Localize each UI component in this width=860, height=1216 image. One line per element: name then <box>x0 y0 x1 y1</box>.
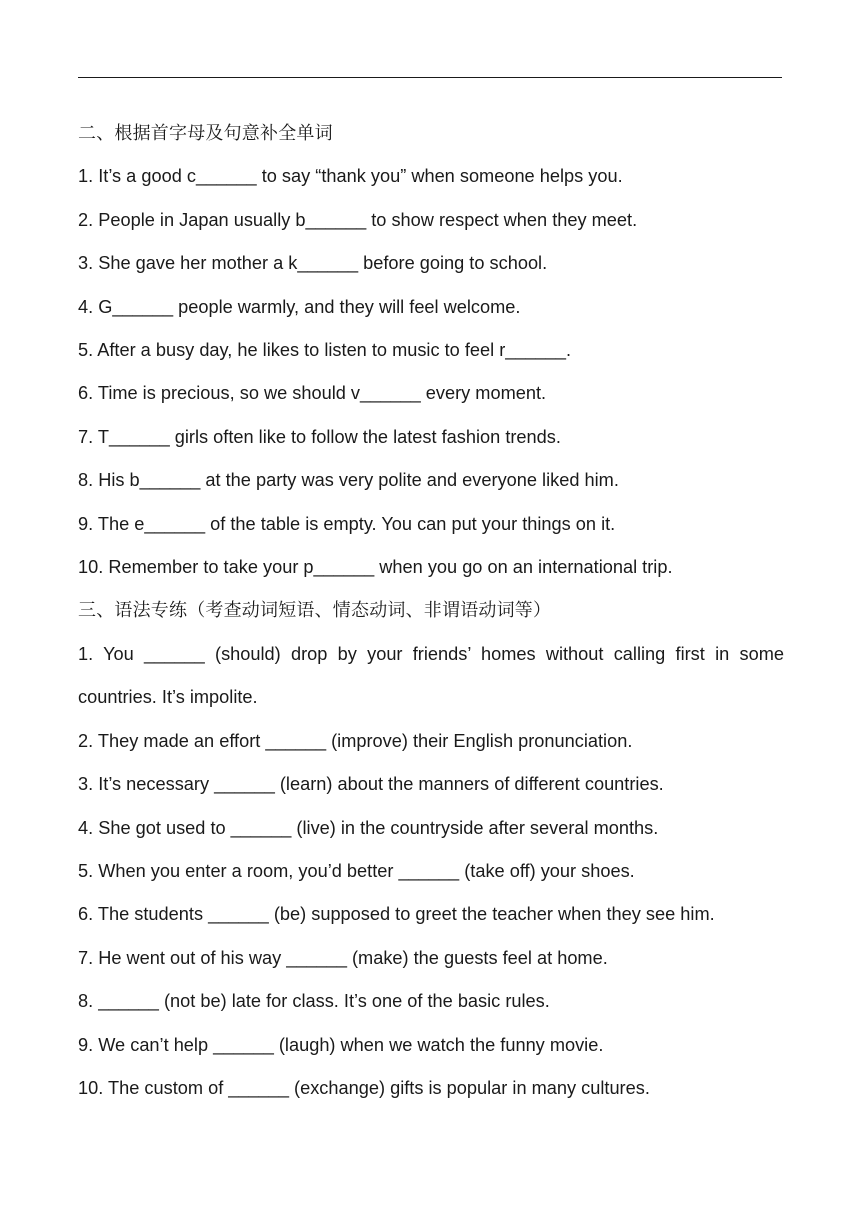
section-3-item-2: 2. They made an effort ______ (improve) their English pronunciation. <box>78 730 633 751</box>
section-3-item-7: 7. He went out of his way ______ (make) the guests feel at home. <box>78 947 608 968</box>
section-2-item-7: 7. T______ girls often like to follow the latest fashion trends. <box>78 426 561 447</box>
section-3-item-4: 4. She got used to ______ (live) in the countryside after several months. <box>78 817 659 838</box>
section-3-item-5: 5. When you enter a room, you’d better ______ (take off) your shoes. <box>78 860 635 881</box>
section-2-item-10: 10. Remember to take your p______ when you go on an international trip. <box>78 557 673 578</box>
document-body <box>78 112 784 1110</box>
section-3-item-10: 10. The custom of ______ (exchange) gifts is popular in many cultures. <box>78 1077 650 1098</box>
section-2-item-9: 9. The e______ of the table is empty. You can put your things on it. <box>78 513 616 534</box>
section-3-item-3: 3. It’s necessary ______ (learn) about the manners of different countries. <box>78 774 664 795</box>
section-2-item-3: 3. She gave her mother a k______ before going to school. <box>78 253 548 274</box>
section-2-title: 二、根据首字母及句意补全单词 <box>78 123 333 144</box>
section-3-item-6: 6. The students ______ (be) supposed to greet the teacher when they see him. <box>78 904 715 925</box>
section-2-item-4: 4. G______ people warmly, and they will feel welcome. <box>78 296 521 317</box>
section-3-item-9: 9. We can’t help ______ (laugh) when we watch the funny movie. <box>78 1034 604 1055</box>
section-2-item-6: 6. Time is precious, so we should v______ every moment. <box>78 383 547 404</box>
section-2-item-2: 2. People in Japan usually b______ to show respect when they meet. <box>78 209 638 230</box>
section-2-item-5: 5. After a busy day, he likes to listen to music to feel r______. <box>78 340 572 361</box>
header-rule <box>78 77 782 78</box>
section-2-item-1: 1. It’s a good c______ to say “thank you” when someone helps you. <box>78 166 623 187</box>
section-3-title: 三、语法专练（考查动词短语、情态动词、非谓语动词等） <box>78 600 552 622</box>
section-3-item-8: 8. ______ (not be) late for class. It’s one of the basic rules. <box>78 991 550 1012</box>
section-2-item-8: 8. His b______ at the party was very polite and everyone liked him. <box>78 470 619 491</box>
section-3-item-1: 1. You ______ (should) drop by your friends’ homes without calling first in some countries. It’s impolite. <box>78 643 784 708</box>
